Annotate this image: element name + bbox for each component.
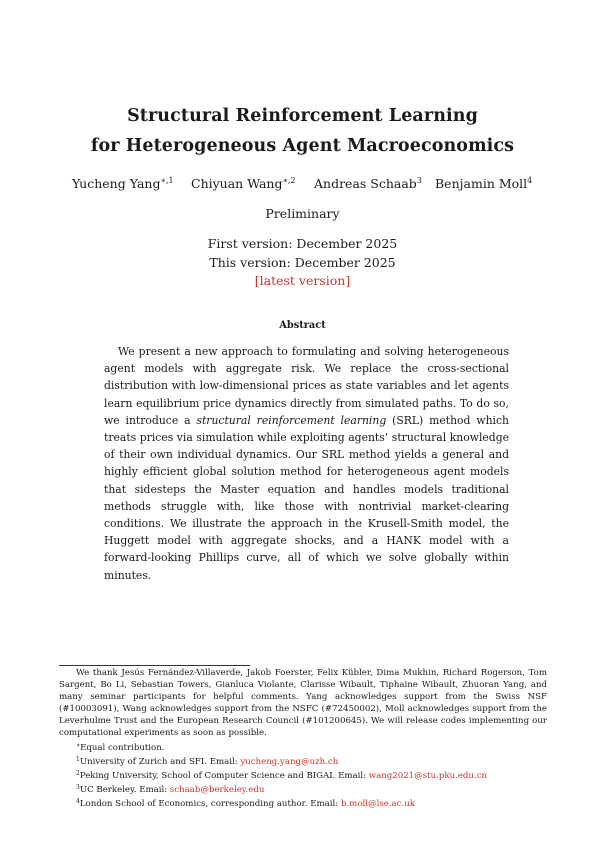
footnote-affiliation-3: $^3$UC Berkeley. Email: schaab@berkeley.edu — [76, 783, 265, 795]
paper-title-line1: Structural Reinforcement Learning — [127, 106, 478, 126]
abstract-body — [104, 343, 509, 584]
abstract-emphasis: structural reinforcement learning — [196, 413, 387, 427]
email-link-schaab[interactable]: schaab@berkeley.edu — [169, 784, 265, 795]
footnote-equal-contribution: ∗Equal contribution. — [76, 741, 165, 753]
footnote-affiliation-4: $^4$London School of Economics, corresponding author. Email: b.moll@lse.ac.uk — [76, 797, 415, 809]
author-moll: Benjamin Moll$^4$ — [435, 176, 533, 191]
abstract-paragraph: We present a new approach to formulating and solving heterogeneous agent models with aggregate risk. We replace the cross-sectional distribution with low-dimensional prices as state variables and let agents learn equilibrium price dynamics directly from simulated paths. To do so, we introduce a structural reinforcement learning (SRL) method which treats prices via simulation while exploiting agents’ structural knowledge of their own individual dynamics. Our SRL method yields a general and highly efficient global solution method for heterogeneous agent models that sidesteps the Master equation and handles models traditional methods struggle with, like those with nontrivial market-clearing conditions. We illustrate the approach in the Krusell-Smith model, the Huggett model with aggregate shocks, and a HANK model with a forward-looking Phillips curve, all of which we solve globally within minutes. — [104, 345, 509, 582]
first-version-date: First version: December 2025 — [207, 236, 398, 251]
abstract-heading: Abstract — [279, 320, 326, 331]
author-yang: Yucheng Yang$^{∗,1}$ — [72, 176, 174, 191]
footnotes — [59, 667, 547, 810]
footnote-divider — [59, 665, 250, 666]
email-link-wang[interactable]: wang2021@stu.pku.edu.cn — [368, 770, 488, 781]
email-link-moll[interactable]: b.moll@lse.ac.uk — [340, 798, 415, 809]
status-label: Preliminary — [265, 206, 340, 221]
footnote-affiliation-2: $^2$Peking University, School of Computer Science and BIGAI. Email: wang2021@stu.pku.edu.cn — [76, 769, 488, 781]
paper-title-line2: for Heterogeneous Agent Macroeconomics — [90, 136, 515, 156]
latest-version-link[interactable]: [latest version] — [254, 273, 351, 288]
acknowledgements-footnote: We thank Jesús Fernández-Villaverde, Jakob Foerster, Felix Kübler, Dima Mukhin, Richard Rogerson, Tom Sargent, Bo Li, Sebastian Towers, Gianluca Violante, Clarisse Wibault, Tiphaine Wibault, Zhuoran Yang, and many seminar participants for helpful comments. Yang acknowledges support from the Swiss NSF (#10003091), Wang acknowledges support from the NSFC (#72450002), Moll acknowledges support from the Leverhulme Trust and the European Research Council (#101200645). We will release codes implementing our computational experiments as soon as possible. — [59, 668, 547, 739]
author-wang: Chiyuan Wang$^{∗,2}$ — [191, 176, 296, 191]
this-version-date: This version: December 2025 — [209, 255, 396, 270]
footnote-affiliation-1: $^1$University of Zurich and SFI. Email: yucheng.yang@uzh.ch — [76, 755, 339, 767]
email-link-yang[interactable]: yucheng.yang@uzh.ch — [240, 756, 339, 767]
author-schaab: Andreas Schaab$^3$ — [314, 176, 422, 191]
author-list — [0, 176, 605, 196]
